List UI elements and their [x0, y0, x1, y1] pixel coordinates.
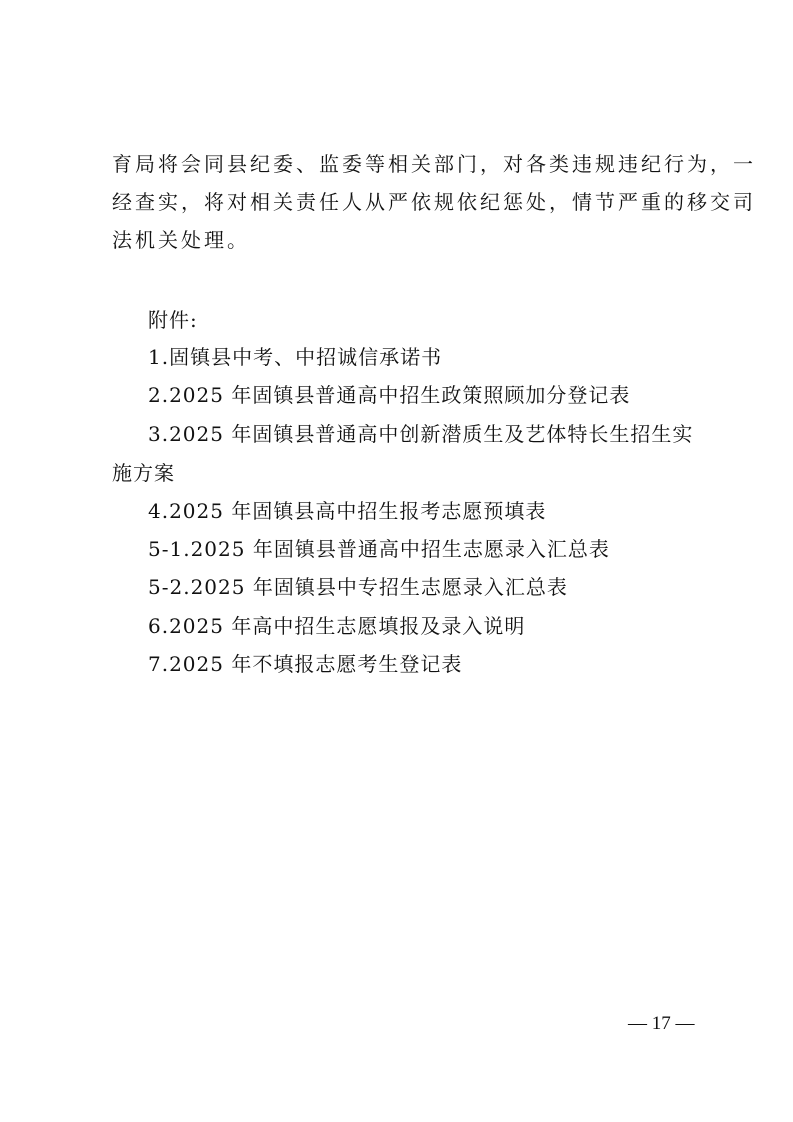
attachment-item: 1.固镇县中考、中招诚信承诺书 [148, 345, 443, 369]
paragraph-line: 法机关处理。 [112, 228, 250, 252]
attachment-item: 7.2025 年不填报志愿考生登记表 [148, 652, 463, 676]
attachment-item: 2.2025 年固镇县普通高中招生政策照顾加分登记表 [148, 383, 631, 407]
body-paragraph [112, 145, 756, 259]
attachment-item: 4.2025 年固镇县高中招生报考志愿预填表 [148, 499, 547, 523]
page-number: — 17 — [628, 1013, 695, 1034]
attachment-item: 5-2.2025 年固镇县中专招生志愿录入汇总表 [148, 575, 568, 599]
paragraph-line: 经查实，将对相关责任人从严依规依纪惩处，情节严重的移交司 [112, 190, 756, 214]
attachments-heading: 附件: [148, 308, 198, 332]
attachment-item: 6.2025 年高中招生志愿填报及录入说明 [148, 614, 526, 638]
attachment-item: 5-1.2025 年固镇县普通高中招生志愿录入汇总表 [148, 537, 610, 561]
paragraph-line: 育局将会同县纪委、监委等相关部门，对各类违规违纪行为，一 [112, 152, 756, 176]
attachment-item: 3.2025 年固镇县普通高中创新潜质生及艺体特长生招生实 [148, 422, 694, 446]
attachment-item-continuation: 施方案 [112, 461, 175, 485]
